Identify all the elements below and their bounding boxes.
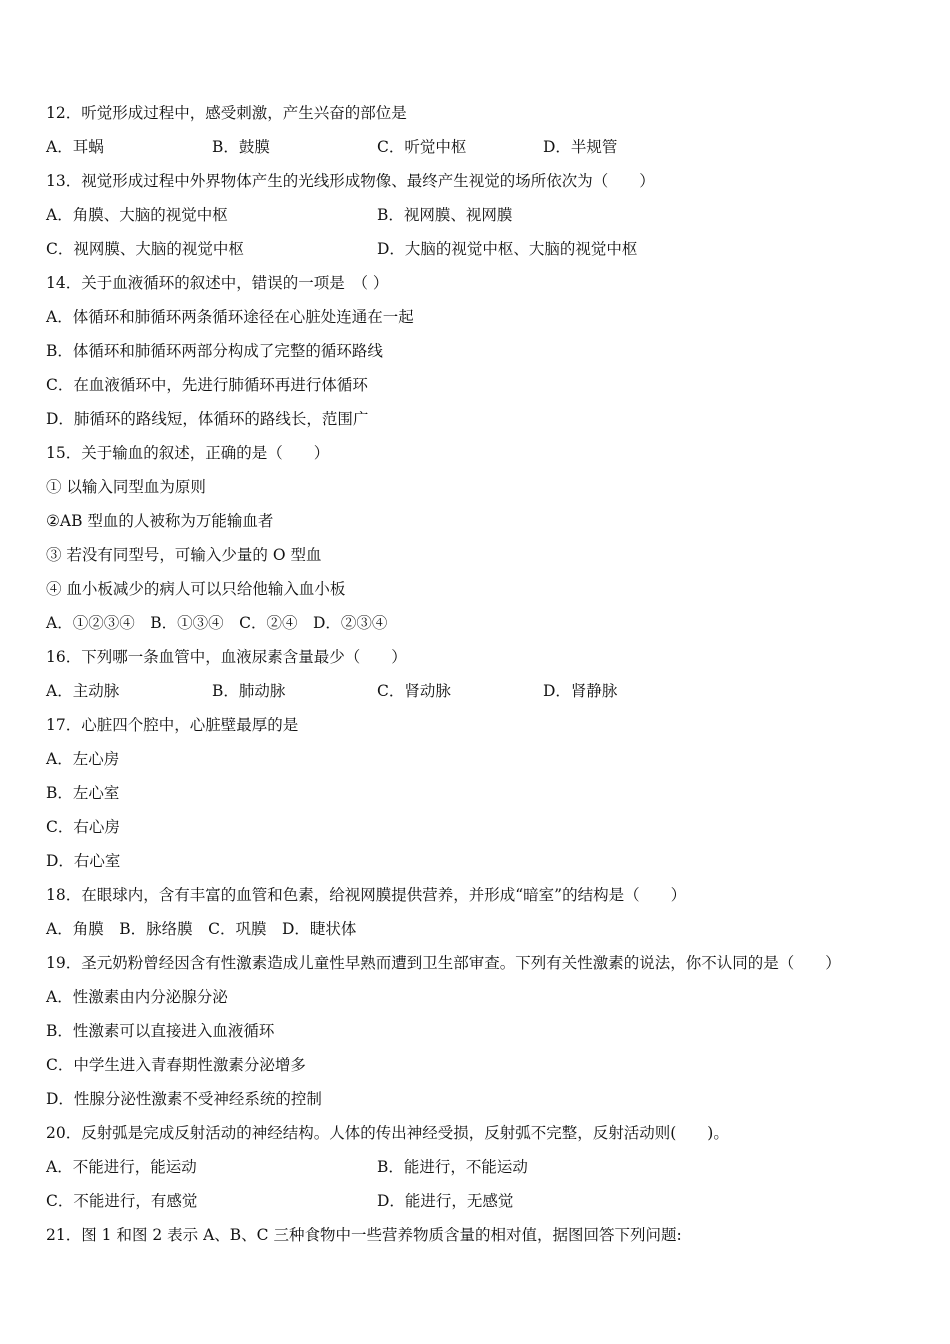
option-b: B．能进行，不能运动 [377, 1158, 528, 1176]
option-row [46, 130, 906, 164]
option-d: D．大脑的视觉中枢、大脑的视觉中枢 [377, 240, 638, 258]
question-stem: 20．反射弧是完成反射活动的神经结构。人体的传出神经受损，反射弧不完整，反射活动则( )。 [46, 1124, 729, 1142]
question-stem: 14．关于血液循环的叙述中，错误的一项是 （ ） [46, 274, 389, 292]
option-a: A．体循环和肺循环两条循环途径在心脏处连通在一起 [46, 308, 414, 326]
statement-item: ④ 血小板减少的病人可以只给他输入血小板 [46, 580, 346, 598]
option-a: A．角膜、大脑的视觉中枢 [46, 206, 228, 224]
question-stem: 21．图 1 和图 2 表示 A、B、C 三种食物中一些营养物质含量的相对值，据图回答下列问题: [46, 1226, 682, 1244]
option-d: D．性腺分泌性激素不受神经系统的控制 [46, 1090, 322, 1108]
option-c: C．中学生进入青春期性激素分泌增多 [46, 1056, 306, 1074]
option-row [46, 674, 906, 708]
statement-item: ③ 若没有同型号，可输入少量的 O 型血 [46, 546, 322, 564]
question-stem: 19．圣元奶粉曾经因含有性激素造成儿童性早熟而遭到卫生部审查。下列有关性激素的说法，你不认同的是（ ） [46, 954, 841, 972]
option-row [46, 1184, 906, 1218]
question-stem: 17．心脏四个腔中，心脏壁最厚的是 [46, 716, 299, 734]
option-b: B．肺动脉 [212, 682, 286, 700]
option-row: A．角膜 B．脉络膜 C．巩膜 D．睫状体 [46, 920, 357, 938]
option-a: A．主动脉 [46, 682, 120, 700]
option-c: C．听觉中枢 [377, 138, 467, 156]
option-row [46, 198, 906, 232]
question-stem: 12．听觉形成过程中，感受刺激，产生兴奋的部位是 [46, 104, 407, 122]
option-c: C．视网膜、大脑的视觉中枢 [46, 240, 244, 258]
statement-item: ① 以输入同型血为原则 [46, 478, 206, 496]
option-row: A．①②③④ B．①③④ C．②④ D．②③④ [46, 614, 388, 632]
option-b: B．鼓膜 [212, 138, 270, 156]
option-c: C．肾动脉 [377, 682, 451, 700]
option-b: B．视网膜、视网膜 [377, 206, 513, 224]
option-d: D．肾静脉 [543, 682, 618, 700]
question-stem: 16．下列哪一条血管中，血液尿素含量最少（ ） [46, 648, 407, 666]
option-b: B．体循环和肺循环两部分构成了完整的循环路线 [46, 342, 383, 360]
option-b: B．性激素可以直接进入血液循环 [46, 1022, 275, 1040]
option-row [46, 232, 906, 266]
exam-page [46, 96, 906, 1252]
option-a: A．不能进行，能运动 [46, 1158, 197, 1176]
question-stem: 18．在眼球内，含有丰富的血管和色素，给视网膜提供营养，并形成“暗室”的结构是（ ） [46, 886, 687, 904]
option-d: D．半规管 [543, 138, 618, 156]
option-b: B．左心室 [46, 784, 120, 802]
option-d: D．右心室 [46, 852, 121, 870]
option-row [46, 1150, 906, 1184]
question-stem: 15．关于输血的叙述，正确的是（ ） [46, 444, 330, 462]
option-c: C．不能进行，有感觉 [46, 1192, 198, 1210]
statement-item: ②AB 型血的人被称为万能输血者 [46, 512, 274, 530]
option-a: A．耳蜗 [46, 138, 104, 156]
option-d: D．能进行，无感觉 [377, 1192, 514, 1210]
option-d: D．肺循环的路线短，体循环的路线长，范围广 [46, 410, 369, 428]
question-stem: 13．视觉形成过程中外界物体产生的光线形成物像、最终产生视觉的场所依次为（ ） [46, 172, 655, 190]
option-c: C．右心房 [46, 818, 120, 836]
option-a: A．性激素由内分泌腺分泌 [46, 988, 228, 1006]
option-a: A．左心房 [46, 750, 120, 768]
option-c: C．在血液循环中，先进行肺循环再进行体循环 [46, 376, 368, 394]
